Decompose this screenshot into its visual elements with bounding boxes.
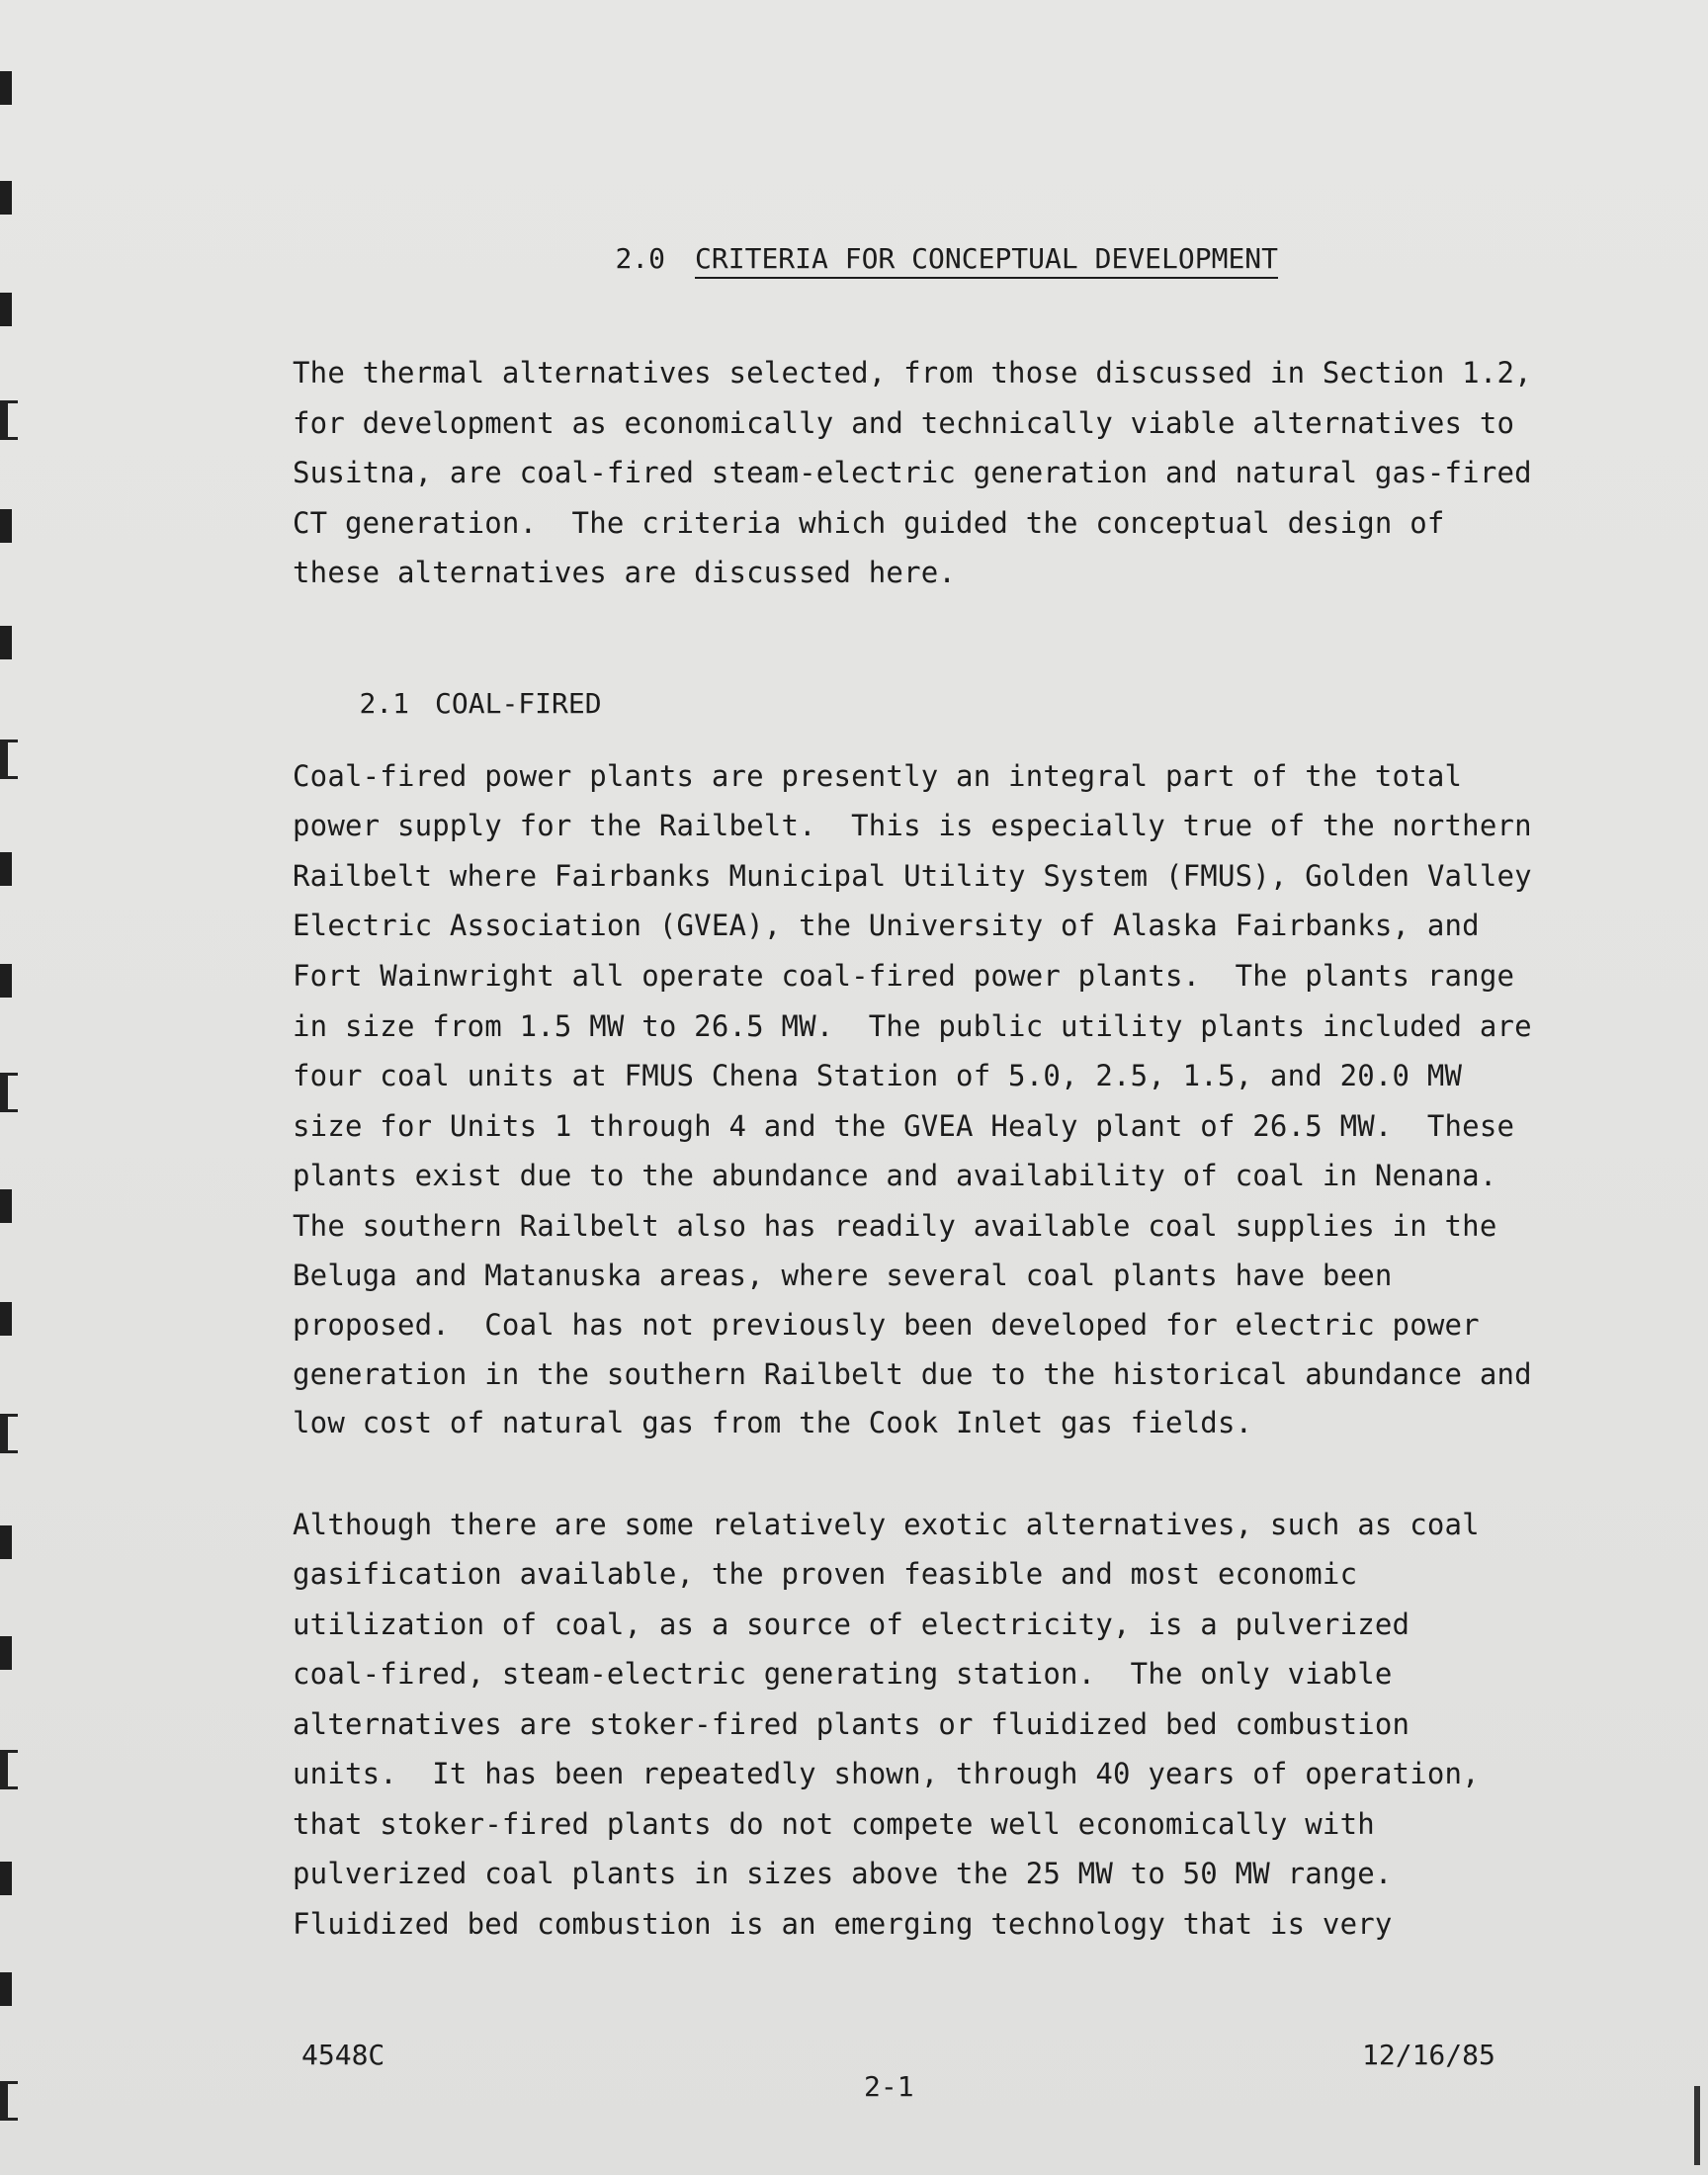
paragraph-line: proposed. Coal has not previously been developed for electric power: [293, 1308, 1480, 1342]
section-heading: [549, 210, 1278, 307]
section-title: CRITERIA FOR CONCEPTUAL DEVELOPMENT: [695, 242, 1278, 279]
document-code: 4548C: [301, 2039, 385, 2071]
intro-line: these alternatives are discussed here.: [293, 556, 957, 589]
binding-mark: [0, 626, 12, 659]
intro-line: The thermal alternatives selected, from those discussed in Section 1.2,: [293, 356, 1532, 390]
paragraph-line: generation in the southern Railbelt due to the historical abundance and: [293, 1357, 1532, 1391]
binding-mark: [0, 1302, 12, 1336]
paragraph-line: The southern Railbelt also has readily available coal supplies in the: [293, 1209, 1497, 1243]
binding-mark: [0, 1073, 18, 1112]
binding-mark: [0, 293, 12, 326]
paragraph-line: plants exist due to the abundance and availability of coal in Nenana.: [293, 1159, 1497, 1192]
binding-mark: [0, 740, 18, 779]
binding-mark: [0, 1189, 12, 1223]
binding-mark: [0, 852, 12, 886]
binding-mark: [0, 71, 12, 105]
paragraph-line: Electric Association (GVEA), the University of Alaska Fairbanks, and: [293, 909, 1480, 942]
paragraph-line: low cost of natural gas from the Cook Inlet gas fields.: [293, 1406, 1253, 1439]
paragraph-line: Railbelt where Fairbanks Municipal Utility System (FMUS), Golden Valley: [293, 859, 1532, 893]
document-date: 12/16/85: [1362, 2039, 1495, 2071]
paragraph-line: power supply for the Railbelt. This is especially true of the northern: [293, 809, 1532, 842]
paragraph-line: units. It has been repeatedly shown, through 40 years of operation,: [293, 1757, 1480, 1790]
binding-mark: [0, 1414, 18, 1453]
paragraph-line: size for Units 1 through 4 and the GVEA Healy plant of 26.5 MW. These: [293, 1109, 1515, 1143]
paragraph-line: coal-fired, steam-electric generating station. The only viable: [293, 1657, 1393, 1691]
section-number: 2.0: [615, 242, 666, 275]
paragraph-line: that stoker-fired plants do not compete well economically with: [293, 1807, 1375, 1841]
paragraph-line: Coal-fired power plants are presently an integral part of the total: [293, 759, 1463, 793]
binding-mark: [0, 509, 12, 543]
subsection-title: COAL-FIRED: [435, 687, 602, 720]
binding-mark: [0, 2081, 18, 2121]
paragraph-line: Fluidized bed combustion is an emerging technology that is very: [293, 1907, 1393, 1941]
binding-mark: [0, 1862, 12, 1895]
edge-mark: [1694, 2086, 1700, 2165]
intro-line: for development as economically and technically viable alternatives to: [293, 406, 1515, 440]
binding-mark: [0, 964, 12, 998]
paragraph-line: Beluga and Matanuska areas, where several coal plants have been: [293, 1259, 1393, 1292]
paragraph-line: Fort Wainwright all operate coal-fired power plants. The plants range: [293, 959, 1515, 993]
binding-mark: [0, 1525, 12, 1559]
paragraph-line: pulverized coal plants in sizes above the 25 MW to 50 MW range.: [293, 1857, 1393, 1890]
binding-mark: [0, 400, 18, 440]
paragraph-line: utilization of coal, as a source of electricity, is a pulverized: [293, 1608, 1410, 1641]
subsection-number: 2.1: [359, 687, 410, 720]
binding-mark: [0, 1750, 18, 1789]
paragraph-line: Although there are some relatively exotic alternatives, such as coal: [293, 1508, 1480, 1541]
paragraph-line: alternatives are stoker-fired plants or fluidized bed combustion: [293, 1707, 1410, 1741]
intro-line: Susitna, are coal-fired steam-electric generation and natural gas-fired: [293, 456, 1532, 489]
binding-mark: [0, 1972, 12, 2006]
binding-mark: [0, 181, 12, 215]
paragraph-line: gasification available, the proven feasible and most economic: [293, 1557, 1358, 1591]
subsection-heading: [293, 654, 602, 752]
paragraph-line: four coal units at FMUS Chena Station of 5.0, 2.5, 1.5, and 20.0 MW: [293, 1059, 1463, 1092]
page-number: 2-1: [864, 2070, 914, 2103]
intro-line: CT generation. The criteria which guided the conceptual design of: [293, 506, 1445, 540]
binding-mark: [0, 1636, 12, 1670]
paragraph-line: in size from 1.5 MW to 26.5 MW. The public utility plants included are: [293, 1009, 1532, 1043]
